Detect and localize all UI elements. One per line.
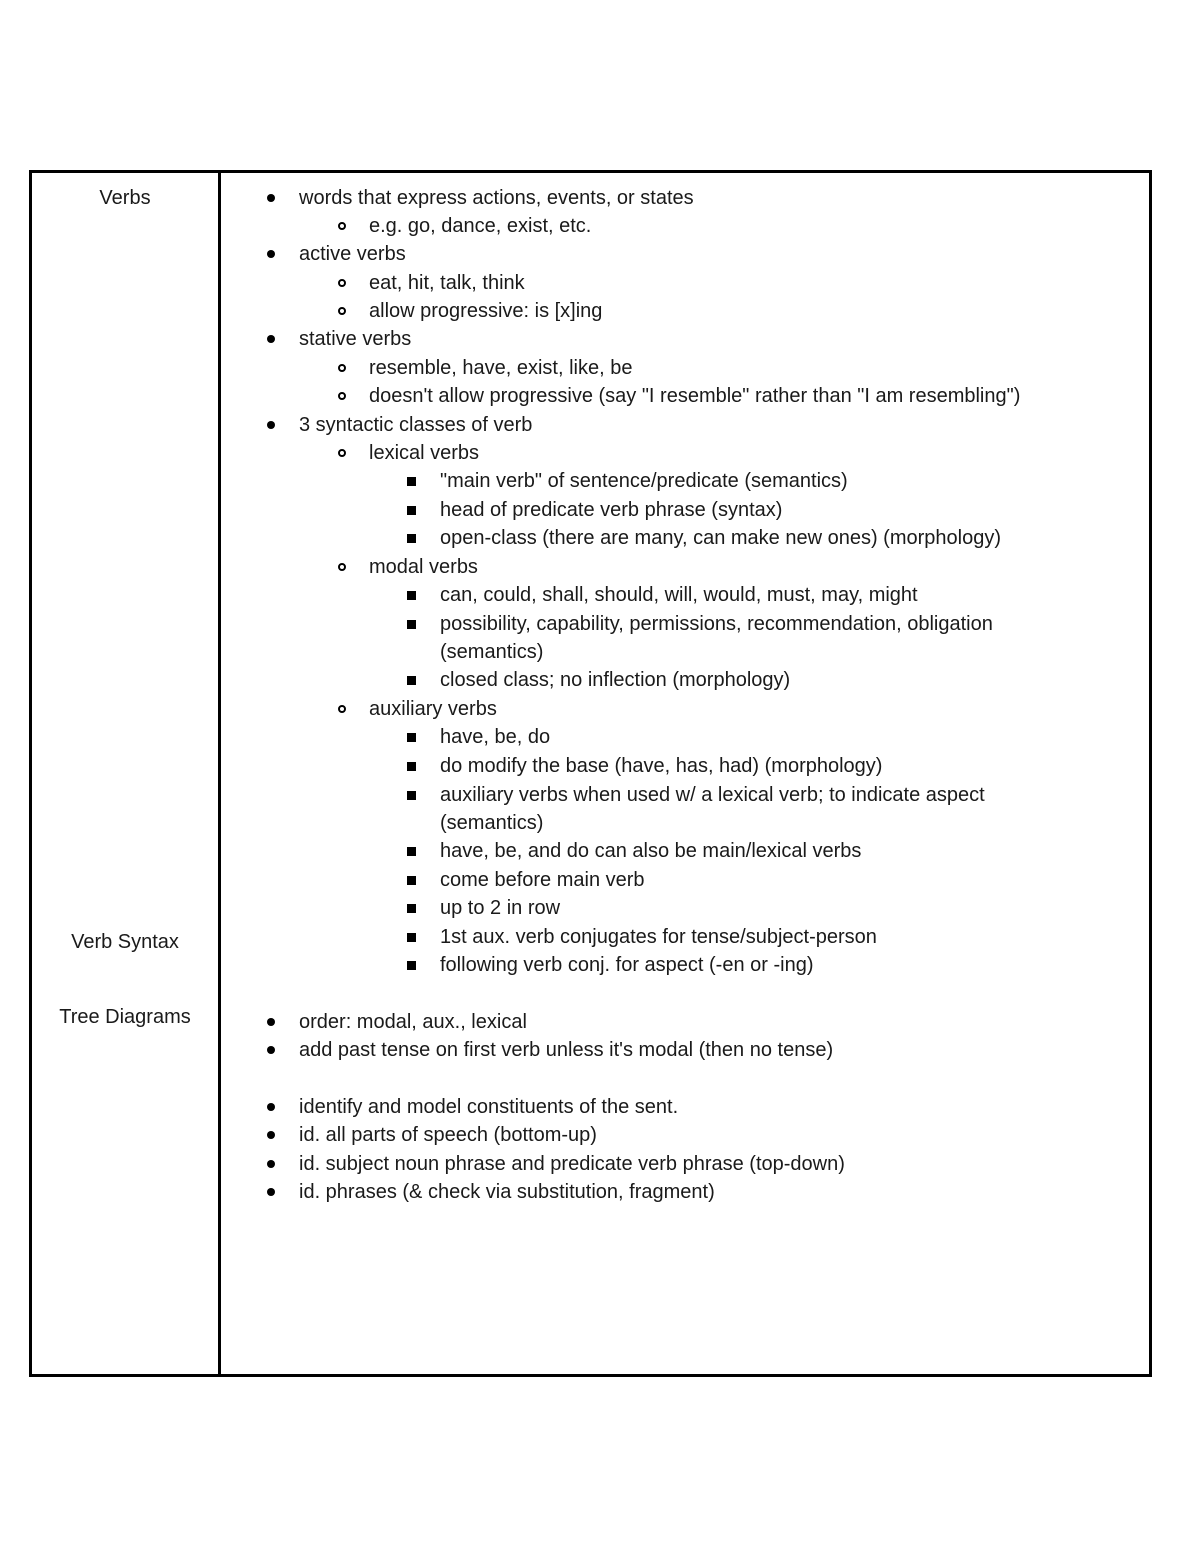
list-item: following verb conj. for aspect (-en or -ing) [440, 954, 814, 976]
list-item: order: modal, aux., lexical [299, 1011, 527, 1033]
list-item: resemble, have, exist, like, be [369, 357, 633, 379]
list-item-continuation: (semantics) [440, 641, 544, 663]
hollow-circle-bullet-icon [338, 449, 346, 457]
list-item: stative verbs [299, 328, 412, 350]
square-bullet-icon [407, 876, 416, 885]
square-bullet-icon [407, 620, 416, 629]
column-divider [218, 173, 221, 1374]
list-item: e.g. go, dance, exist, etc. [369, 215, 592, 237]
list-item: have, be, and do can also be main/lexical verbs [440, 840, 862, 862]
hollow-circle-bullet-icon [338, 563, 346, 571]
filled-circle-bullet-icon [267, 421, 275, 429]
square-bullet-icon [407, 961, 416, 970]
list-item: have, be, do [440, 726, 551, 748]
list-item: closed class; no inflection (morphology) [440, 669, 791, 691]
filled-circle-bullet-icon [267, 1103, 275, 1111]
square-bullet-icon [407, 791, 416, 800]
list-item: doesn't allow progressive (say "I resemble" rather than "I am resembling") [369, 385, 1021, 407]
filled-circle-bullet-icon [267, 1046, 275, 1054]
square-bullet-icon [407, 904, 416, 913]
list-item: allow progressive: is [x]ing [369, 300, 603, 322]
hollow-circle-bullet-icon [338, 705, 346, 713]
filled-circle-bullet-icon [267, 1188, 275, 1196]
list-item: eat, hit, talk, think [369, 272, 525, 294]
filled-circle-bullet-icon [267, 1018, 275, 1026]
square-bullet-icon [407, 591, 416, 600]
square-bullet-icon [407, 534, 416, 543]
list-item: auxiliary verbs [369, 698, 497, 720]
square-bullet-icon [407, 847, 416, 856]
square-bullet-icon [407, 762, 416, 771]
list-item: open-class (there are many, can make new ones) (morphology) [440, 527, 1001, 549]
list-item: active verbs [299, 243, 406, 265]
filled-circle-bullet-icon [267, 194, 275, 202]
list-item: lexical verbs [369, 442, 480, 464]
filled-circle-bullet-icon [267, 250, 275, 258]
list-item: do modify the base (have, has, had) (morphology) [440, 755, 883, 777]
hollow-circle-bullet-icon [338, 307, 346, 315]
hollow-circle-bullet-icon [338, 364, 346, 372]
list-item: id. subject noun phrase and predicate verb phrase (top-down) [299, 1153, 845, 1175]
square-bullet-icon [407, 506, 416, 515]
list-item: possibility, capability, permissions, recommendation, obligation [440, 613, 993, 635]
hollow-circle-bullet-icon [338, 222, 346, 230]
list-item: auxiliary verbs when used w/ a lexical verb; to indicate aspect [440, 784, 985, 806]
filled-circle-bullet-icon [267, 1160, 275, 1168]
list-item: words that express actions, events, or states [299, 187, 694, 209]
list-item: identify and model constituents of the sent. [299, 1096, 679, 1118]
square-bullet-icon [407, 933, 416, 942]
filled-circle-bullet-icon [267, 1131, 275, 1139]
topic-label-verb-syntax: Verb Syntax [71, 931, 179, 953]
list-item: up to 2 in row [440, 897, 561, 919]
square-bullet-icon [407, 733, 416, 742]
list-item: "main verb" of sentence/predicate (semantics) [440, 470, 848, 492]
list-item: head of predicate verb phrase (syntax) [440, 499, 783, 521]
list-item: can, could, shall, should, will, would, must, may, might [440, 584, 918, 606]
list-item: id. all parts of speech (bottom-up) [299, 1124, 597, 1146]
list-item: come before main verb [440, 869, 645, 891]
topic-label-verbs: Verbs [99, 187, 151, 209]
hollow-circle-bullet-icon [338, 392, 346, 400]
topic-label-tree-diagrams: Tree Diagrams [59, 1006, 191, 1028]
list-item: modal verbs [369, 556, 478, 578]
filled-circle-bullet-icon [267, 335, 275, 343]
square-bullet-icon [407, 477, 416, 486]
notes-table [29, 170, 1152, 1377]
hollow-circle-bullet-icon [338, 279, 346, 287]
list-item-continuation: (semantics) [440, 812, 544, 834]
list-item: id. phrases (& check via substitution, fragment) [299, 1181, 715, 1203]
list-item: 3 syntactic classes of verb [299, 414, 533, 436]
list-item: add past tense on first verb unless it's modal (then no tense) [299, 1039, 834, 1061]
list-item: 1st aux. verb conjugates for tense/subject-person [440, 926, 877, 948]
square-bullet-icon [407, 676, 416, 685]
